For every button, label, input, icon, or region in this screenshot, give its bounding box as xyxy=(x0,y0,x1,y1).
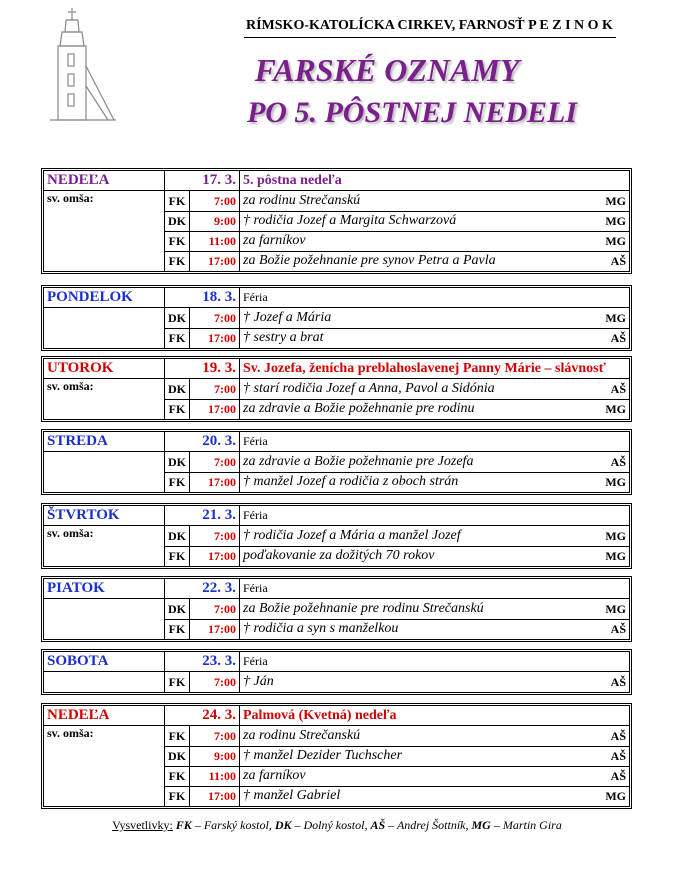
mass-celebrant: MG xyxy=(605,310,626,325)
mass-intention: † manžel Jozef a rodičia z oboch strán xyxy=(243,474,459,489)
mass-time: 17:00 xyxy=(208,548,236,563)
mass-label xyxy=(44,452,167,472)
divider xyxy=(189,231,190,251)
mass-intention: za farníkov xyxy=(243,233,306,248)
legend-text: – Dolný kostol, xyxy=(291,818,371,832)
divider xyxy=(164,452,165,472)
divider xyxy=(239,191,240,211)
divider xyxy=(164,546,165,566)
mass-church: DK xyxy=(168,310,186,325)
mass-intention: poďakovanie za dožitých 70 rokov xyxy=(243,548,435,563)
day-liturgical-title: Féria xyxy=(243,434,268,448)
mass-church: FK xyxy=(168,728,186,743)
divider xyxy=(189,746,190,766)
mass-celebrant: AŠ xyxy=(610,330,626,345)
mass-row xyxy=(44,786,629,806)
divider xyxy=(239,599,240,619)
divider xyxy=(189,251,190,271)
mass-row xyxy=(44,472,629,492)
mass-time: 7:00 xyxy=(214,674,236,689)
divider xyxy=(239,379,240,399)
mass-time: 9:00 xyxy=(214,748,236,763)
mass-church: FK xyxy=(168,330,186,345)
mass-celebrant: MG xyxy=(605,474,626,489)
mass-celebrant: AŠ xyxy=(610,253,626,268)
mass-row xyxy=(44,307,629,328)
day-name: PIATOK xyxy=(47,580,105,596)
mass-row xyxy=(44,378,629,399)
mass-intention: za rodinu Strečanskú xyxy=(243,193,361,208)
divider xyxy=(164,672,165,692)
mass-church: FK xyxy=(168,548,186,563)
divider xyxy=(164,399,165,419)
divider xyxy=(189,619,190,639)
mass-row xyxy=(44,546,629,566)
mass-church: FK xyxy=(168,674,186,689)
mass-church: DK xyxy=(168,748,186,763)
day-block xyxy=(41,285,632,351)
mass-church: FK xyxy=(168,193,186,208)
divider xyxy=(164,599,165,619)
divider xyxy=(189,766,190,786)
divider xyxy=(239,308,240,328)
mass-intention: za Božie požehnanie pre synov Petra a Pavla xyxy=(243,253,496,268)
legend-abbr: FK xyxy=(175,818,192,832)
day-block xyxy=(41,429,632,495)
divider xyxy=(189,191,190,211)
mass-intention: za zdravie a Božie požehnanie pre rodinu xyxy=(243,401,475,416)
mass-label xyxy=(44,308,167,328)
mass-time: 11:00 xyxy=(208,233,236,248)
divider xyxy=(164,652,165,671)
day-header-row xyxy=(44,432,629,451)
mass-row xyxy=(44,746,629,766)
mass-intention: † manžel Dezider Tuchscher xyxy=(243,748,403,763)
divider xyxy=(189,599,190,619)
mass-row xyxy=(44,725,629,746)
mass-celebrant: AŠ xyxy=(610,454,626,469)
divider xyxy=(239,619,240,639)
mass-label: sv. omša: xyxy=(47,526,94,540)
legend-abbr: DK xyxy=(274,818,292,832)
divider xyxy=(239,399,240,419)
mass-church: DK xyxy=(168,454,186,469)
mass-intention: † Jozef a Mária xyxy=(243,310,332,325)
mass-celebrant: AŠ xyxy=(610,381,626,396)
divider xyxy=(239,251,240,271)
divider xyxy=(164,288,165,307)
mass-church: FK xyxy=(168,233,186,248)
divider xyxy=(239,288,240,307)
divider xyxy=(239,328,240,348)
divider xyxy=(164,251,165,271)
legend-items xyxy=(176,818,562,832)
mass-time: 17:00 xyxy=(208,330,236,345)
day-liturgical-title: Féria xyxy=(243,581,268,595)
divider xyxy=(239,672,240,692)
mass-label: sv. omša: xyxy=(47,726,94,740)
day-date: 20. 3. xyxy=(202,433,236,449)
day-header-row xyxy=(44,506,629,525)
legend-item xyxy=(370,818,471,832)
mass-church: FK xyxy=(168,253,186,268)
divider xyxy=(239,726,240,746)
day-liturgical-title: Féria xyxy=(243,508,268,522)
mass-time: 9:00 xyxy=(214,213,236,228)
day-liturgical-title: Palmová (Kvetná) nedeľa xyxy=(243,707,397,723)
divider xyxy=(239,706,240,725)
day-block xyxy=(41,503,632,569)
mass-celebrant: AŠ xyxy=(610,768,626,783)
divider xyxy=(239,452,240,472)
legend-abbr: AŠ xyxy=(370,818,386,832)
day-liturgical-title: Féria xyxy=(243,290,268,304)
divider xyxy=(189,452,190,472)
divider xyxy=(239,652,240,671)
mass-celebrant: MG xyxy=(605,233,626,248)
divider xyxy=(189,328,190,348)
legend-item xyxy=(176,818,275,832)
day-header-row xyxy=(44,288,629,307)
day-date: 21. 3. xyxy=(202,507,236,523)
divider xyxy=(164,786,165,806)
day-liturgical-title: Féria xyxy=(243,654,268,668)
day-name: UTOROK xyxy=(47,360,114,376)
mass-time: 7:00 xyxy=(214,528,236,543)
divider xyxy=(239,526,240,546)
divider xyxy=(164,619,165,639)
divider xyxy=(164,231,165,251)
mass-time: 17:00 xyxy=(208,788,236,803)
divider xyxy=(189,399,190,419)
mass-church: DK xyxy=(168,381,186,396)
mass-label: sv. omša: xyxy=(47,379,94,393)
mass-celebrant: MG xyxy=(605,601,626,616)
divider xyxy=(239,432,240,451)
mass-celebrant: AŠ xyxy=(610,748,626,763)
mass-intention: za rodinu Strečanskú xyxy=(243,728,361,743)
mass-intention: † rodičia Jozef a Margita Schwarzová xyxy=(243,213,457,228)
page-title: FARSKÉ OZNAMY xyxy=(254,52,520,88)
mass-celebrant: MG xyxy=(605,548,626,563)
mass-time: 17:00 xyxy=(208,621,236,636)
day-block xyxy=(41,703,632,809)
mass-row xyxy=(44,211,629,231)
divider xyxy=(164,359,165,378)
mass-intention: † starí rodičia Jozef a Anna, Pavol a Sidónia xyxy=(243,381,495,396)
divider xyxy=(189,379,190,399)
divider xyxy=(164,191,165,211)
mass-celebrant: MG xyxy=(605,193,626,208)
mass-time: 7:00 xyxy=(214,381,236,396)
mass-row xyxy=(44,525,629,546)
mass-time: 17:00 xyxy=(208,401,236,416)
divider xyxy=(164,211,165,231)
mass-time: 11:00 xyxy=(208,768,236,783)
day-name: NEDEĽA xyxy=(47,172,110,188)
mass-celebrant: AŠ xyxy=(610,621,626,636)
divider xyxy=(189,546,190,566)
mass-intention: † rodičia a syn s manželkou xyxy=(243,621,399,636)
divider xyxy=(239,231,240,251)
mass-church: FK xyxy=(168,788,186,803)
day-date: 24. 3. xyxy=(202,707,236,723)
day-block xyxy=(41,356,632,422)
mass-time: 7:00 xyxy=(214,193,236,208)
mass-intention: za Božie požehnanie pre rodinu Strečanskú xyxy=(243,601,484,616)
divider xyxy=(239,211,240,231)
divider xyxy=(239,359,240,378)
day-date: 22. 3. xyxy=(202,580,236,596)
mass-time: 7:00 xyxy=(214,310,236,325)
legend-text: – Farský kostol, xyxy=(191,818,275,832)
day-name: STREDA xyxy=(47,433,108,449)
divider xyxy=(164,432,165,451)
mass-row xyxy=(44,451,629,472)
divider xyxy=(189,308,190,328)
day-block xyxy=(41,576,632,642)
mass-label xyxy=(44,672,167,692)
divider xyxy=(164,379,165,399)
legend-label: Vysvetlivky: xyxy=(112,818,173,832)
divider xyxy=(164,526,165,546)
day-date: 17. 3. xyxy=(202,172,236,188)
divider xyxy=(164,472,165,492)
mass-row xyxy=(44,231,629,251)
mass-intention: za farníkov xyxy=(243,768,306,783)
divider xyxy=(239,579,240,598)
legend-item xyxy=(472,818,562,832)
divider xyxy=(164,726,165,746)
day-block xyxy=(41,649,632,695)
day-header-row xyxy=(44,652,629,671)
mass-celebrant: AŠ xyxy=(610,674,626,689)
divider xyxy=(239,786,240,806)
divider xyxy=(164,506,165,525)
organization-name: RÍMSKO-KATOLÍCKA CIRKEV, FARNOSŤ P E Z I N O K xyxy=(246,18,613,33)
mass-church: DK xyxy=(168,601,186,616)
day-name: PONDELOK xyxy=(47,289,133,305)
legend-abbr: MG xyxy=(471,818,491,832)
mass-label xyxy=(44,599,167,619)
divider xyxy=(189,472,190,492)
divider xyxy=(189,672,190,692)
day-header-row xyxy=(44,359,629,378)
mass-row xyxy=(44,598,629,619)
divider xyxy=(164,746,165,766)
mass-row xyxy=(44,251,629,271)
divider xyxy=(164,766,165,786)
divider xyxy=(239,171,240,190)
day-header-row xyxy=(44,706,629,725)
divider xyxy=(189,726,190,746)
day-name: SOBOTA xyxy=(47,653,109,669)
mass-time: 7:00 xyxy=(214,454,236,469)
mass-celebrant: AŠ xyxy=(610,728,626,743)
header-rule xyxy=(244,37,616,38)
divider xyxy=(189,211,190,231)
mass-time: 17:00 xyxy=(208,253,236,268)
mass-church: FK xyxy=(168,401,186,416)
mass-intention: za zdravie a Božie požehnanie pre Jozefa xyxy=(243,454,474,469)
divider xyxy=(164,328,165,348)
mass-intention: † manžel Gabriel xyxy=(243,788,341,803)
divider xyxy=(239,472,240,492)
mass-row xyxy=(44,766,629,786)
legend-text: – Andrej Šottník, xyxy=(385,818,472,832)
mass-row xyxy=(44,399,629,419)
mass-church: DK xyxy=(168,213,186,228)
mass-celebrant: MG xyxy=(605,401,626,416)
mass-church: DK xyxy=(168,528,186,543)
divider xyxy=(164,171,165,190)
mass-time: 7:00 xyxy=(214,601,236,616)
divider xyxy=(239,746,240,766)
mass-celebrant: MG xyxy=(605,528,626,543)
mass-celebrant: MG xyxy=(605,213,626,228)
mass-time: 7:00 xyxy=(214,728,236,743)
mass-intention: † Ján xyxy=(243,674,274,689)
mass-intention: † rodičia Jozef a Mária a manžel Jozef xyxy=(243,528,461,543)
legend-item xyxy=(275,818,371,832)
mass-church: FK xyxy=(168,474,186,489)
mass-time: 17:00 xyxy=(208,474,236,489)
page-subtitle: PO 5. PÔSTNEJ NEDELI xyxy=(246,96,577,129)
mass-row xyxy=(44,190,629,211)
day-header-row xyxy=(44,171,629,190)
day-header-row xyxy=(44,579,629,598)
mass-row xyxy=(44,619,629,639)
mass-label: sv. omša: xyxy=(47,191,94,205)
day-date: 18. 3. xyxy=(202,289,236,305)
mass-church: FK xyxy=(168,768,186,783)
legend-text: – Martin Gira xyxy=(490,818,562,832)
divider xyxy=(189,526,190,546)
day-block xyxy=(41,168,632,274)
divider xyxy=(189,786,190,806)
divider xyxy=(164,706,165,725)
day-liturgical-title: 5. pôstna nedeľa xyxy=(243,172,342,188)
mass-church: FK xyxy=(168,621,186,636)
day-liturgical-title: Sv. Jozefa, ženícha preblahoslavenej Panny Márie – slávnosť xyxy=(243,360,606,376)
day-name: ŠTVRTOK xyxy=(47,507,120,523)
day-date: 19. 3. xyxy=(202,360,236,376)
mass-row xyxy=(44,328,629,348)
mass-celebrant: MG xyxy=(605,788,626,803)
divider xyxy=(164,579,165,598)
divider xyxy=(164,308,165,328)
divider xyxy=(239,506,240,525)
mass-intention: † sestry a brat xyxy=(243,330,324,345)
divider xyxy=(239,766,240,786)
divider xyxy=(239,546,240,566)
mass-row xyxy=(44,671,629,692)
legend xyxy=(0,818,674,833)
day-name: NEDEĽA xyxy=(47,707,110,723)
day-date: 23. 3. xyxy=(202,653,236,669)
